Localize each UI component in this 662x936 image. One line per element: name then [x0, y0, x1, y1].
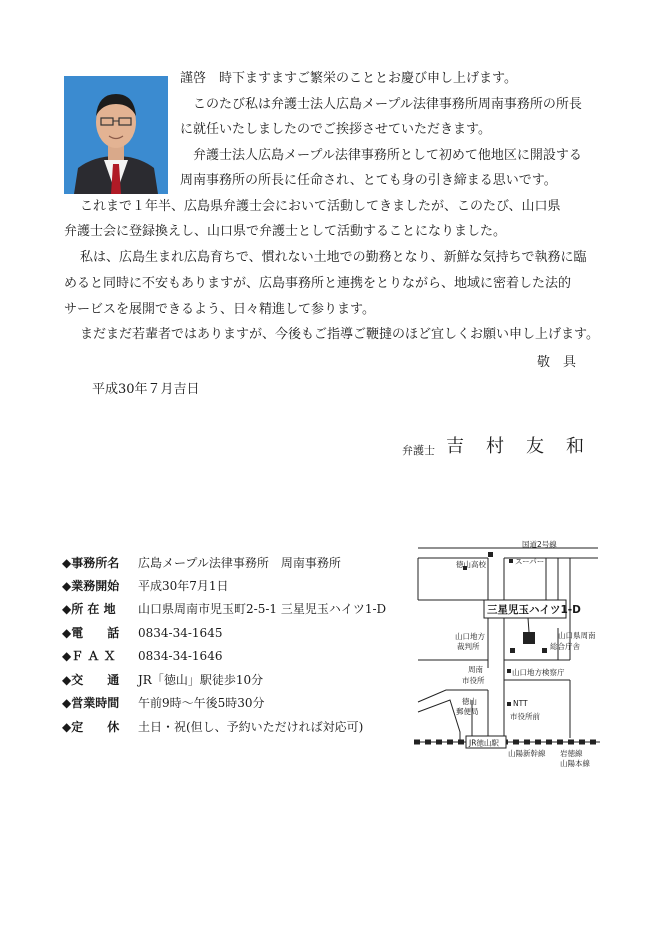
- access-map: [410, 540, 602, 770]
- info-value: 午前9時〜午後5時30分: [138, 696, 265, 710]
- signature-name: 吉村友和: [446, 436, 606, 457]
- signature-title: 弁護士: [402, 444, 435, 457]
- letter-line-2: このたび私は弁護士法人広島メープル法律事務所周南事務所の所長: [193, 97, 582, 112]
- map-label-station: JR徳山駅: [469, 738, 499, 748]
- map-label-court-1: 山口地方: [455, 632, 485, 641]
- map-label-national-road: 国道2号線: [522, 540, 557, 549]
- letter-line-4: 弁護士法人広島メープル法律事務所として初めて他地区に開設する: [193, 148, 582, 163]
- map-label-pref-2: 総合庁舎: [550, 642, 580, 651]
- info-start-date: [62, 577, 229, 594]
- info-address: [62, 600, 386, 617]
- info-label: ◆電 話: [62, 626, 120, 640]
- office-marker: [523, 632, 535, 644]
- map-label-post-1: 徳山: [462, 697, 477, 706]
- map-label-shinkansen: 山陽新幹線: [508, 749, 546, 758]
- info-label: ◆所 在 地: [62, 602, 116, 616]
- access-map-svg: [410, 540, 602, 770]
- map-label-sanyo-main: 山陽本線: [560, 759, 590, 768]
- info-label: ◆事務所名: [62, 556, 120, 570]
- info-fax: [62, 647, 222, 664]
- letter-line-10: サービスを展開できるよう、日々精進して参ります。: [64, 302, 375, 317]
- info-value: 広島メープル法律事務所 周南事務所: [138, 556, 341, 570]
- map-label-supermarket: スーパー: [515, 557, 545, 566]
- info-label: ◆業務開始: [62, 579, 120, 593]
- info-label: ◆定 休: [62, 720, 120, 734]
- info-hours: [62, 694, 265, 711]
- info-value: 平成30年7月1日: [138, 579, 229, 593]
- letter-line-8: 私は、広島生まれ広島育ちで、慣れない土地での勤務となり、新鮮な気持ちで執務に臨: [80, 250, 587, 265]
- letter-line-11: まだまだ若輩者ではありますが、今後もご指導ご鞭撻のほど宜しくお願い申し上げます。: [80, 327, 599, 342]
- info-holidays: [62, 718, 363, 735]
- map-label-ganisho: 岩徳線: [560, 749, 583, 758]
- map-label-pref-1: 山口県周南: [558, 631, 596, 640]
- letter-line-1: 謹啓 時下ますますご繁栄のこととお慶び申し上げます。: [180, 71, 517, 86]
- map-label-court-2: 裁判所: [457, 642, 480, 651]
- info-access: [62, 671, 263, 688]
- map-label-post-2: 郵便局: [456, 707, 479, 716]
- map-label-tokuyama-high: 徳山高校: [456, 560, 486, 569]
- letter-line-5: 周南事務所の所長に任命され、とても身の引き締まる思いです。: [180, 173, 557, 188]
- letter-line-6: これまで１年半、広島県弁護士会において活動してきましたが、このたび、山口県: [80, 199, 561, 214]
- info-label: ◆Ｆ Ａ Ｘ: [62, 649, 116, 663]
- info-office-name: [62, 554, 341, 571]
- map-label-city-2: 市役所: [462, 676, 485, 685]
- info-value: 0834-34-1645: [138, 626, 223, 640]
- map-label-office: 三星児玉ハイツ1-D: [487, 604, 581, 616]
- letter-line-3: に就任いたしましたのでご挨拶させていただきます。: [180, 122, 491, 137]
- portrait-image: [64, 76, 168, 194]
- info-value: 土日・祝(但し、予約いただければ対応可): [138, 720, 364, 734]
- closing: 敬 具: [537, 355, 577, 370]
- letter-date: 平成30年７月吉日: [92, 382, 200, 397]
- info-value: 0834-34-1646: [138, 649, 223, 663]
- info-value: JR「徳山」駅徒歩10分: [138, 673, 264, 687]
- info-value: 山口県周南市児玉町2-5-1 三星児玉ハイツ1-D: [138, 602, 387, 616]
- info-label: ◆交 通: [62, 673, 120, 687]
- map-label-city-1: 周南: [468, 665, 483, 674]
- portrait-photo: [64, 76, 168, 194]
- map-label-prosecutor: 山口地方検察庁: [512, 668, 565, 677]
- info-phone: [62, 624, 222, 641]
- map-label-city-front: 市役所前: [510, 712, 540, 721]
- info-label: ◆営業時間: [62, 696, 120, 710]
- map-label-ntt: NTT: [513, 699, 528, 708]
- letter-line-9: めると同時に不安もありますが、広島事務所と連携をとりながら、地域に密着した法的: [64, 276, 572, 291]
- letter-line-7: 弁護士会に登録換えし、山口県で弁護士として活動することになりました。: [64, 224, 507, 239]
